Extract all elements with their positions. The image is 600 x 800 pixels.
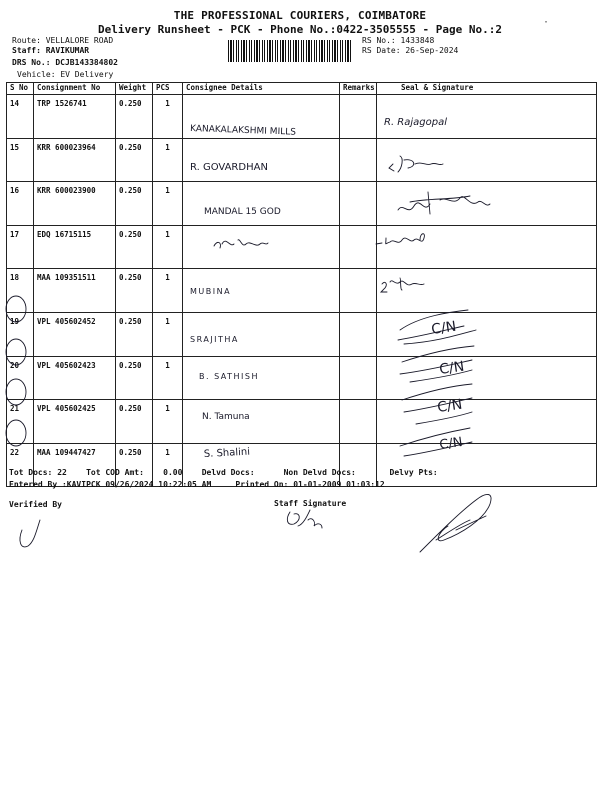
route-value: VELLALORE ROAD xyxy=(45,36,114,45)
cell-sno: 21 xyxy=(7,400,34,444)
scribble-signature xyxy=(420,494,491,552)
verified-by-label: Verified By xyxy=(9,500,62,509)
entered-by-line: Entered By :KAVIPCK 09/26/2024 10:22:05 AM Printed On: 01-01-2009 01:03:12 xyxy=(9,480,385,489)
circle-mark-21 xyxy=(6,379,26,405)
runsheet-subtitle: Delivery Runsheet - PCK - Phone No.:0422-3505555 - Page No.:2 xyxy=(98,23,502,36)
totals-line: Tot Docs: 22 Tot COD Amt: 0.00 Delvd Docs: Non Delvd Docs: Delvy Pts: xyxy=(9,468,438,477)
cell-weight: 0.250 xyxy=(116,138,153,182)
cell-pcs: 1 xyxy=(153,269,183,313)
consignee-handwriting-17 xyxy=(214,240,268,248)
consignee-handwriting-21: N. Tamuna xyxy=(202,412,250,422)
consignee-handwriting-15: R. GOVARDHAN xyxy=(190,162,268,173)
cell-weight: 0.250 xyxy=(116,225,153,269)
seal-cn-19: C/N xyxy=(430,318,458,338)
rs-no-line: RS No.: 1433848 xyxy=(362,36,435,45)
cell-consignment: KRR 600023964 xyxy=(34,138,116,182)
company-title: THE PROFESSIONAL COURIERS, COIMBATORE xyxy=(173,9,427,22)
cell-pcs: 1 xyxy=(153,356,183,400)
seal-cn-20: C/N xyxy=(438,358,466,378)
signature-17 xyxy=(376,234,424,244)
cell-pcs: 1 xyxy=(153,138,183,182)
rs-date-value: 26-Sep-2024 xyxy=(405,46,459,55)
rs-no-value: 1433848 xyxy=(400,36,435,45)
cell-pcs: 1 xyxy=(153,225,183,269)
cell-weight: 0.250 xyxy=(116,182,153,226)
cell-consignment: MAA 109447427 xyxy=(34,443,116,487)
cell-weight: 0.250 xyxy=(116,356,153,400)
signature-16 xyxy=(398,192,490,214)
cell-sno: 22 xyxy=(7,443,34,487)
seal-cn-22: C/N xyxy=(438,434,464,453)
cell-consignment: VPL 405602423 xyxy=(34,356,116,400)
cell-consignment: VPL 405602452 xyxy=(34,312,116,356)
cell-sno: 18 xyxy=(7,269,34,313)
cell-pcs: 1 xyxy=(153,312,183,356)
cell-weight: 0.250 xyxy=(116,95,153,139)
cell-sno: 20 xyxy=(7,356,34,400)
cell-sno: 15 xyxy=(7,138,34,182)
drs-line: DRS No.: DCJB143384802 xyxy=(12,58,118,67)
cell-weight: 0.250 xyxy=(116,312,153,356)
cell-pcs: 1 xyxy=(153,95,183,139)
consignee-handwriting-22: S. Shalini xyxy=(203,446,251,460)
consignee-handwriting-14: KANAKALAKSHMI MILLS xyxy=(189,124,297,138)
cell-sno: 14 xyxy=(7,95,34,139)
col-header-remarks: Remarks xyxy=(340,83,377,95)
col-header-consignment: Consignment No xyxy=(34,83,116,95)
cell-weight: 0.250 xyxy=(116,269,153,313)
col-header-seal: Seal & Signature xyxy=(377,83,597,95)
circle-mark-20 xyxy=(6,339,26,365)
circle-mark-19 xyxy=(6,296,26,322)
col-header-pcs: PCS xyxy=(153,83,183,95)
cell-consignment: MAA 109351511 xyxy=(34,269,116,313)
cell-consignment: KRR 600023900 xyxy=(34,182,116,226)
col-header-consignee: Consignee Details xyxy=(183,83,340,95)
consignee-handwriting-16: MANDAL 15 GOD xyxy=(204,207,281,217)
circle-mark-22 xyxy=(6,420,26,446)
staff-line: Staff: RAVIKUMAR xyxy=(12,46,90,55)
cell-consignment: TRP 1526741 xyxy=(34,95,116,139)
cell-weight: 0.250 xyxy=(116,443,153,487)
vehicle-line: Vehicle: EV Delivery xyxy=(17,70,114,79)
seal-handwriting-14: R. Rajagopal xyxy=(384,117,448,128)
printed-on-value: 01-01-2009 01:03:12 xyxy=(293,480,385,489)
signature-18 xyxy=(381,278,424,292)
signature-15 xyxy=(389,156,443,172)
route-line: Route: VELLALORE ROAD xyxy=(12,36,114,45)
seal-cn-21: C/N xyxy=(436,396,464,416)
cell-sno: 17 xyxy=(7,225,34,269)
entered-by-value: KAVIPCK 09/26/2024 10:22:05 AM xyxy=(66,480,212,489)
vehicle-value: EV Delivery xyxy=(60,70,114,79)
cell-consignment: VPL 405602425 xyxy=(34,400,116,444)
tot-cod-value: 0.00 xyxy=(163,468,183,477)
consignee-handwriting-18: MUBINA xyxy=(190,287,232,296)
staff-signature-mark xyxy=(287,510,322,528)
staff-value: RAVIKUMAR xyxy=(45,46,90,55)
cell-pcs: 1 xyxy=(153,182,183,226)
cell-pcs: 1 xyxy=(153,443,183,487)
col-header-sno: S No xyxy=(7,83,34,95)
verified-by-signature xyxy=(20,520,40,547)
cell-sno: 19 xyxy=(7,312,34,356)
cell-pcs: 1 xyxy=(153,400,183,444)
drs-value: DCJB143384802 xyxy=(55,58,118,67)
consignee-handwriting-19: SRAJITHA xyxy=(190,335,239,344)
cell-consignment: EDQ 16715115 xyxy=(34,225,116,269)
scan-speck: · xyxy=(543,17,550,28)
staff-signature-label: Staff Signature xyxy=(274,499,347,508)
tot-docs-value: 22 xyxy=(57,468,67,477)
col-header-weight: Weight xyxy=(116,83,153,95)
cell-sno: 16 xyxy=(7,182,34,226)
cell-weight: 0.250 xyxy=(116,400,153,444)
rs-date-line: RS Date: 26-Sep-2024 xyxy=(362,46,459,55)
consignee-handwriting-20: B. SATHISH xyxy=(199,372,260,381)
